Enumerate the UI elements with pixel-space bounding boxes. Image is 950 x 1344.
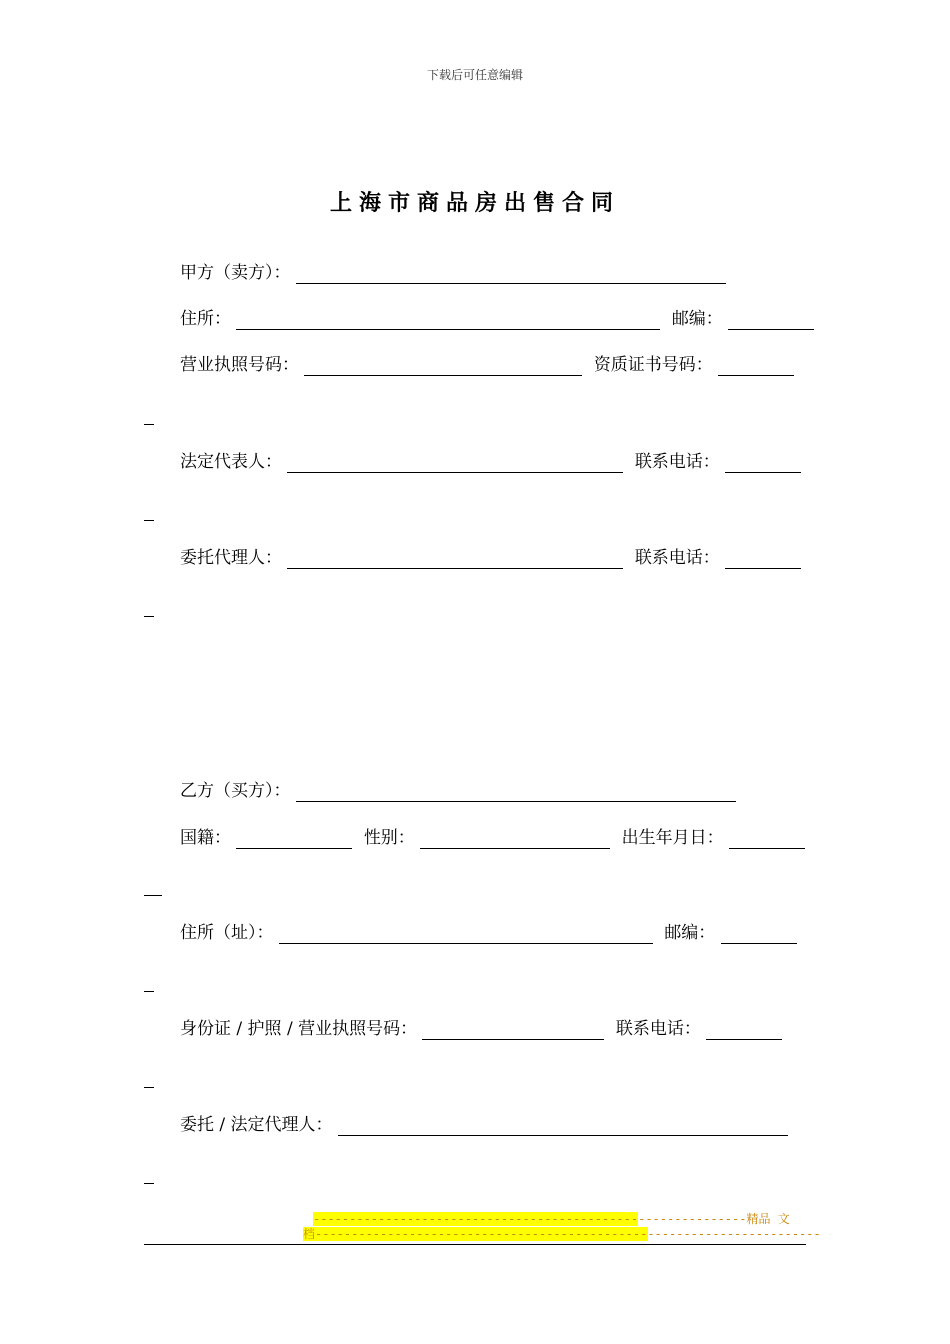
buyer-address-field[interactable] xyxy=(279,925,653,944)
seller-party-row xyxy=(180,262,726,284)
wrap-dash xyxy=(144,991,154,992)
seller-agent-row xyxy=(180,547,801,569)
seller-license-label: 营业执照号码： xyxy=(180,355,299,375)
buyer-gender-field[interactable] xyxy=(420,830,610,849)
buyer-address-label: 住所（址）： xyxy=(180,923,274,943)
buyer-agent-label: 委托 / 法定代理人： xyxy=(180,1115,333,1135)
buyer-gender-label: 性别： xyxy=(363,828,415,848)
seller-party-label: 甲方（卖方）： xyxy=(180,263,291,283)
seller-address-field[interactable] xyxy=(236,311,660,330)
seller-address-row xyxy=(180,308,814,330)
buyer-name-field[interactable] xyxy=(296,783,736,802)
document-title: 上海市商品房出售合同 xyxy=(329,190,620,216)
seller-phone-label: 联系电话： xyxy=(634,452,720,472)
buyer-agent-field[interactable] xyxy=(338,1117,788,1136)
buyer-phone-field[interactable] xyxy=(706,1021,782,1040)
buyer-agent-row xyxy=(180,1114,788,1136)
footer-watermark-line-1: ------------------------------------------------------------精品 文 xyxy=(313,1212,790,1226)
footer-watermark-line-2: 档---------------------------------------------------------------------- xyxy=(303,1227,821,1241)
seller-license-row xyxy=(180,354,794,376)
seller-postcode-field[interactable] xyxy=(728,311,814,330)
buyer-id-row xyxy=(180,1018,782,1040)
wrap-dash xyxy=(144,424,154,425)
buyer-party-row xyxy=(180,780,736,802)
buyer-personal-row xyxy=(180,827,805,849)
seller-legal-rep-field[interactable] xyxy=(287,454,623,473)
seller-agent-field[interactable] xyxy=(287,550,623,569)
seller-postcode-label: 邮编： xyxy=(671,309,723,329)
buyer-birthdate-field[interactable] xyxy=(729,830,805,849)
buyer-postcode-label: 邮编： xyxy=(664,923,716,943)
seller-address-label: 住所： xyxy=(180,309,231,329)
buyer-birthdate-label: 出生年月日： xyxy=(621,828,724,848)
seller-agent-phone-field[interactable] xyxy=(725,550,801,569)
buyer-postcode-field[interactable] xyxy=(721,925,797,944)
seller-agent-phone-label: 联系电话： xyxy=(634,548,720,568)
seller-legal-rep-label: 法定代表人： xyxy=(180,452,282,472)
buyer-id-label: 身份证 / 护照 / 营业执照号码： xyxy=(180,1019,418,1039)
seller-phone-field[interactable] xyxy=(725,454,801,473)
footer-rule xyxy=(144,1244,806,1245)
wrap-dash xyxy=(144,616,154,617)
wrap-dash xyxy=(144,1087,154,1088)
seller-license-field[interactable] xyxy=(304,357,582,376)
buyer-party-label: 乙方（买方）： xyxy=(180,781,291,801)
wrap-dash xyxy=(144,520,154,521)
seller-name-field[interactable] xyxy=(296,265,726,284)
buyer-phone-label: 联系电话： xyxy=(615,1019,701,1039)
wrap-dash xyxy=(144,895,162,896)
seller-qualification-label: 资质证书号码： xyxy=(593,355,713,375)
seller-qualification-field[interactable] xyxy=(718,357,794,376)
buyer-nationality-field[interactable] xyxy=(236,830,352,849)
buyer-id-field[interactable] xyxy=(422,1021,604,1040)
header-note: 下载后可任意编辑 xyxy=(426,68,523,82)
seller-legal-rep-row xyxy=(180,451,801,473)
buyer-nationality-label: 国籍： xyxy=(180,828,231,848)
buyer-address-row xyxy=(180,922,797,944)
wrap-dash xyxy=(144,1183,154,1184)
seller-agent-label: 委托代理人： xyxy=(180,548,282,568)
